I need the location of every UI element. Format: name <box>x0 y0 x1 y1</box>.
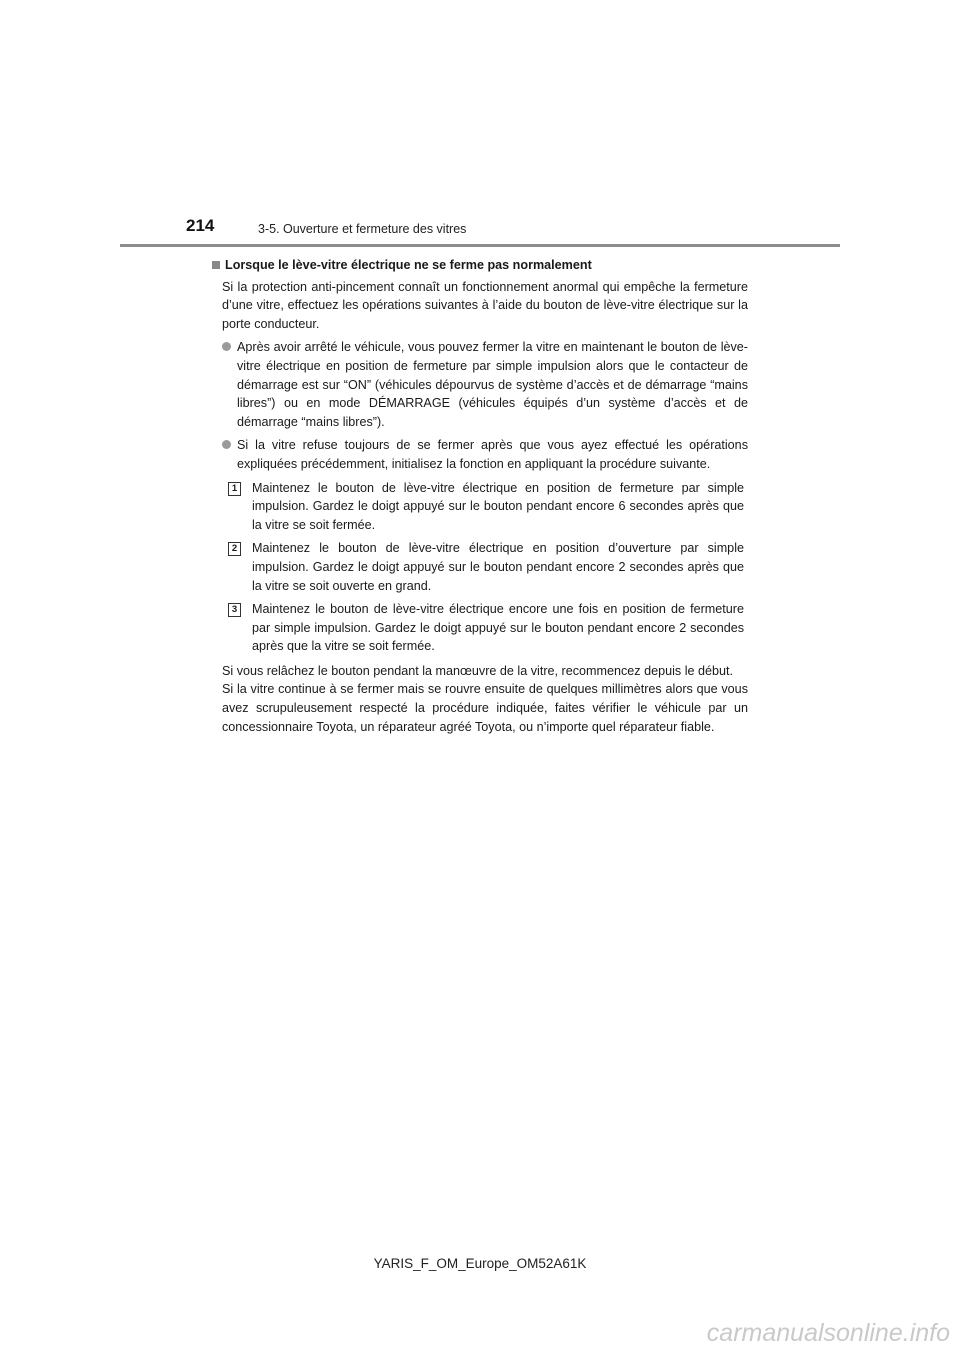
closing-line-1: Si vous relâchez le bouton pendant la manœuvre de la vitre, recommencez depuis le début. <box>222 663 734 678</box>
step-item <box>228 600 748 656</box>
step-number-badge: 2 <box>228 542 241 556</box>
step-text: Maintenez le bouton de lève-vitre électrique en position de fermeture par simple impulsion. Gardez le doigt appuyé sur le bouton pendant encore 6 secondes après que la vitre se soit fermée. <box>252 480 744 532</box>
closing-paragraph <box>222 662 748 736</box>
section-heading <box>212 256 748 275</box>
closing-line-2: Si la vitre continue à se fermer mais se rouvre ensuite de quelques millimètres alors que vous avez scrupuleusement respecté la procédure indiquée, faites vérifier le véhicule par un concessionnaire Toyota, un réparateur agréé Toyota, ou n’importe quel réparateur fiable. <box>222 682 748 734</box>
intro-paragraph: Si la protection anti-pincement connaît un fonctionnement anormal qui empêche la fermeture d’une vitre, effectuez les opérations suivantes à l’aide du bouton de lève-vitre électrique sur la porte conducteur. <box>222 279 748 331</box>
circle-bullet-icon <box>222 440 231 449</box>
list-item-text: Si la vitre refuse toujours de se fermer après que vous ayez effectué les opérations expliquées précédemment, initialisez la fonction en appliquant la procédure suivante. <box>237 438 748 471</box>
watermark: carmanualsonline.info <box>706 1319 950 1347</box>
step-number-badge: 1 <box>228 482 241 496</box>
section-title: 3-5. Ouverture et fermeture des vitres <box>258 222 467 236</box>
list-item <box>222 436 748 473</box>
header-rule <box>120 244 840 247</box>
step-text: Maintenez le bouton de lève-vitre électrique en position d’ouverture par simple impulsion. Gardez le doigt appuyé sur le bouton pendant encore 2 secondes après que la vitre se soit ouverte en grand. <box>252 541 744 593</box>
procedure-steps <box>228 479 748 656</box>
circle-bullet-icon <box>222 342 231 351</box>
list-item <box>222 338 748 431</box>
section-heading-text: Lorsque le lève-vitre électrique ne se ferme pas normalement <box>225 258 592 272</box>
footer-doc-id: YARIS_F_OM_Europe_OM52A61K <box>373 1256 587 1271</box>
list-item-text: Après avoir arrêté le véhicule, vous pouvez fermer la vitre en maintenant le bouton de lève-vitre électrique en position de fermeture par simple impulsion alors que le contacteur de démarrage est sur “ON” (véhicules dépourvus de système d’accès et de démarrage “mains libres”) ou en mode DÉMARRAGE (véhicules équipés d’un système d’accès et de démarrage “mains libres”). <box>237 340 748 429</box>
step-number-badge: 3 <box>228 603 241 617</box>
step-item <box>228 479 748 535</box>
step-item <box>228 539 748 595</box>
main-content <box>222 256 748 736</box>
square-bullet-icon <box>212 261 220 269</box>
page-number: 214 <box>186 216 215 235</box>
step-text: Maintenez le bouton de lève-vitre électrique encore une fois en position de fermeture par simple impulsion. Gardez le doigt appuyé sur le bouton pendant encore 2 secondes après que la vitre se soit fermée. <box>252 602 744 654</box>
